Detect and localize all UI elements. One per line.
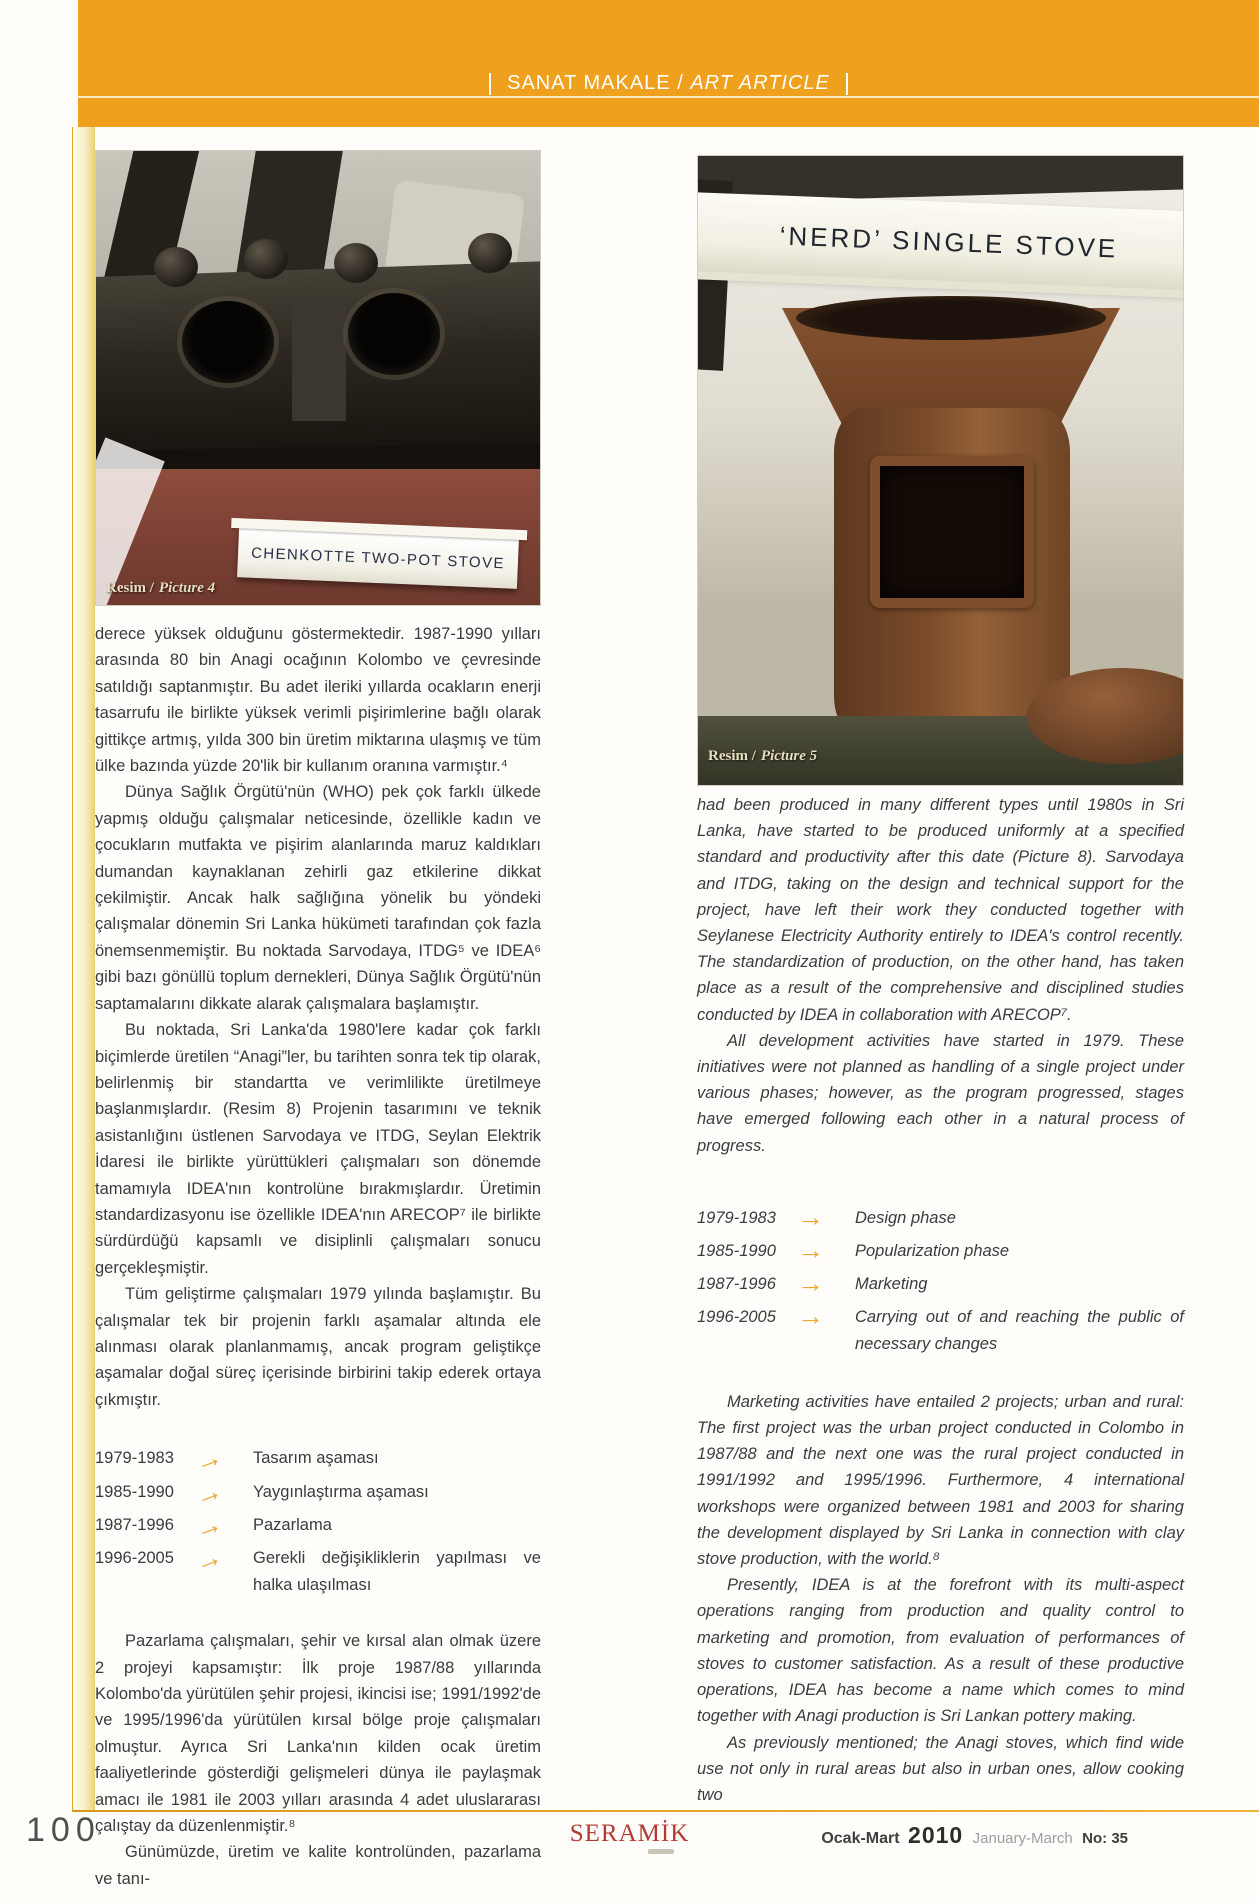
- header-rule: [78, 96, 1259, 98]
- timeline-label: Popularization phase: [855, 1242, 1010, 1261]
- turkish-paragraph: Pazarlama çalışmaları, şehir ve kırsal alan olmak üzere 2 projeyi kapsamıştır: İlk proje 1987/88 yıllarında Kolombo'da yürütülen şehir projesi, ikincisi ise; 1991/1992'de ve 1995/1996'da yürütülen kırsal bölge proje çalışmaları olmuştur. Ayrıca Sri Lanka'nın kilden ocak üretim faaliyetlerinde gösterdiği gelişmeleri dünya ile paylaşmak amacı ile 1981 ile 2003 yılları arasında 4 adet uluslararası çalıştay da düzenlenmiştir.⁸: [95, 1632, 541, 1836]
- english-paragraph: Marketing activities have entailed 2 projects; urban and rural: The first project was the urban project conducted in Colombo in 1987/88 and the next one was the rural project conducted in 1991/1992 and 1995/1996. Furthermore, 4 international workshops were organized between 1981 and 2003 for sharing the development displayed by Sri Lanka in connection with clay stove production, with the world.⁸: [697, 1392, 1184, 1569]
- stove-rim-opening: [796, 296, 1106, 340]
- section-title-en: ART ARTICLE: [690, 72, 830, 94]
- photo-caption: [708, 748, 817, 765]
- header-band: [78, 0, 1259, 127]
- museum-sign-label: CHENKOTTE TWO-POT STOVE: [250, 544, 506, 572]
- arrow-right-icon: →: [797, 1201, 824, 1232]
- timeline-row: [95, 1507, 541, 1546]
- turkish-paragraph: Dünya Sağlık Örgütü'nün (WHO) pek çok farklı ülkede yapmış olduğu çalışmalar neticesinde, özellikle kadın ve çocukların mutfakta ve pişirim alanlarında maruz kaldıkları dumandan kaynaklanan zehirli gaz etkilerine dikkat çekilmiştir. Ancak halk sağlığına yönelik bu yöndeki çalışmalar dönemin Sri Lanka hükümeti tarafından çok fazla önemsenmemiştir. Bu noktada Sarvodaya, ITDG⁵ ve IDEA⁶ gibi bazı gönüllü toplum dernekleri, Dünya Sağlık Örgütü'nün saptamalarını dikkate alarak çalışmalara başlamıştır.: [95, 783, 541, 1013]
- stove-pot-hole: [348, 293, 440, 375]
- english-paragraph: All development activities have started in 1979. These initiatives were not planned as handling of a single project under various phases; however, as the program progressed, stages have emerged following each other in a natural process of progress.: [697, 1031, 1184, 1155]
- arrow-right-icon: →: [190, 1507, 227, 1546]
- photo-chenkotte-two-pot-stove: [95, 150, 541, 606]
- timeline-years: 1987-1996: [95, 1516, 174, 1534]
- photo-nerd-single-stove: [697, 155, 1184, 786]
- turkish-timeline: [95, 1440, 541, 1598]
- page-number: 100: [26, 1811, 101, 1849]
- caption-prefix: Resim /: [106, 580, 154, 596]
- english-text-column: [697, 792, 1184, 1808]
- timeline-label: Pazarlama: [253, 1516, 332, 1534]
- timeline-row: [697, 1301, 1184, 1356]
- issue-number: No: 35: [1082, 1830, 1128, 1847]
- issue-info: [821, 1822, 1128, 1849]
- magazine-logo: SERAMİK: [569, 1820, 690, 1847]
- english-timeline: [697, 1201, 1184, 1357]
- stove-fuel-opening: [870, 456, 1034, 608]
- timeline-label: Yaygınlaştırma aşaması: [253, 1482, 429, 1501]
- timeline-row: [95, 1474, 541, 1512]
- stove-knob: [468, 233, 512, 273]
- timeline-label: Marketing: [855, 1275, 928, 1294]
- stove-knob: [334, 243, 378, 283]
- issue-period-en: January-March: [972, 1830, 1073, 1847]
- timeline-years: 1996-2005: [95, 1549, 174, 1568]
- caption-prefix: Resim /: [708, 748, 756, 764]
- stove-knob: [244, 239, 288, 279]
- timeline-label: Carrying out of and reaching the public of necessary changes: [855, 1308, 1184, 1353]
- timeline-row: [697, 1268, 1184, 1299]
- museum-sign: [697, 192, 1184, 292]
- arrow-right-icon: →: [797, 1268, 824, 1299]
- english-paragraph: As previously mentioned; the Anagi stoves, which find wide use not only in rural areas but also in urban ones, allow cooking two: [697, 1733, 1184, 1804]
- arrow-right-icon: →: [190, 1440, 227, 1479]
- turkish-text-column: [95, 621, 541, 1892]
- timeline-row: [95, 1440, 541, 1479]
- english-paragraph: had been produced in many different types until 1980s in Sri Lanka, have started to be produced uniformly at a specified standard and productivity after this date (Picture 8). Sarvodaya and ITDG, taking on the design and technical support for the project, have left their work they conducted together with Seylanese Electricity Authority entirely to IDEA's control recently. The standardization of production, on the other hand, has taken place as a result of the comprehensive and disciplined studies conducted by IDEA in collaboration with ARECOP⁷.: [697, 796, 1184, 1024]
- section-title-wrap: [489, 72, 848, 95]
- timeline-years: 1987-1996: [697, 1275, 776, 1294]
- issue-period-tr: Ocak-Mart: [821, 1830, 900, 1847]
- turkish-paragraph: Bu noktada, Sri Lanka'da 1980'lere kadar çok farklı biçimlerde üretilen “Anagi”ler, bu tarihten sonra tek tip olarak, belirlenmiş bir standartta ve verimlilikte üretilmeye başlanmışlardır. (Resim 8) Projenin tasarımını ve teknik asistanlığını üstlenen Sarvodaya ve ITDG, Seylan Elektrik İdaresi ile birlikte yürüttükleri çalışmaları son dönemde tamamıyla IDEA'nın kontrolüne bırakmışlardır. Üretimin standardizasyonu ise özellikle IDEA'nın ARECOP⁷ ile birlikte sürdürdüğü kapsamlı ve disiplinli çalışmaları sonucu gerçekleşmiştir.: [95, 1021, 541, 1277]
- photo-caption: [106, 580, 215, 597]
- timeline-label: Tasarım aşaması: [253, 1449, 379, 1468]
- stove-knob: [154, 247, 198, 287]
- left-margin-strip: [72, 127, 95, 1810]
- header-titlebar: [78, 72, 1259, 95]
- stove-pot-hole: [182, 301, 274, 383]
- timeline-years: 1985-1990: [95, 1482, 174, 1501]
- turkish-paragraph: Günümüzde, üretim ve kalite kontrolünden, pazarlama ve tanı-: [95, 1843, 541, 1888]
- magazine-logo-subtext: [648, 1849, 674, 1854]
- arrow-right-icon: →: [797, 1301, 824, 1332]
- stove-channel: [292, 301, 346, 421]
- arrow-right-icon: →: [190, 1541, 227, 1579]
- timeline-years: 1985-1990: [697, 1242, 776, 1261]
- timeline-row: [697, 1235, 1184, 1266]
- section-title-tr: SANAT MAKALE: [507, 72, 671, 94]
- timeline-years: 1979-1983: [697, 1208, 776, 1227]
- timeline-years: 1979-1983: [95, 1449, 174, 1468]
- timeline-years: 1996-2005: [697, 1308, 776, 1327]
- museum-sign-label: ‘NERD’ SINGLE STOVE: [779, 220, 1119, 263]
- issue-year: 2010: [908, 1822, 964, 1848]
- caption-name: Picture 4: [158, 580, 216, 596]
- title-left-tick: [489, 73, 491, 95]
- arrow-right-icon: →: [797, 1235, 824, 1266]
- english-paragraph: Presently, IDEA is at the forefront with its multi-aspect operations ranging from production and quality control to marketing and promotion, from evaluation of performances of stoves to customer satisfaction. As a result of these productive operations, IDEA has become a name which comes to mind together with Anagi production is Sri Lankan pottery making.: [697, 1576, 1184, 1726]
- timeline-label: Gerekli değişikliklerin yapılması ve halka ulaşılması: [253, 1549, 541, 1594]
- caption-name: Picture 5: [760, 748, 818, 764]
- timeline-label: Design phase: [855, 1208, 956, 1227]
- section-title: [507, 72, 830, 95]
- title-right-tick: [846, 73, 848, 95]
- turkish-paragraph: derece yüksek olduğunu göstermektedir. 1987-1990 yılları arasında 80 bin Anagi ocağının Kolombo ve çevresinde satıldığı saptanmıştır. Bu adet ileriki yıllarda ocakların enerji tasarrufu ile birlikte yüksek verimli pişirimlerine bağlı olarak gittikçe artmış, yılda 300 bin üretim miktarına ulaşmış ve tüm ülke bazında yüzde 20'lik bir kullanım oranına varmıştır.⁴: [95, 625, 541, 776]
- timeline-row: [95, 1541, 541, 1598]
- section-title-divider: /: [670, 72, 691, 94]
- turkish-paragraph: Tüm geliştirme çalışmaları 1979 yılında başlamıştır. Bu çalışmalar tek bir projenin farklı aşamalar altında ele alınması olarak planlanmamış, ancak program geliştikçe aşamalar doğal süreç içerisinde birbirini takip ederek ortaya çıkmıştır.: [95, 1285, 541, 1409]
- arrow-right-icon: →: [190, 1474, 227, 1512]
- timeline-row: [697, 1201, 1184, 1232]
